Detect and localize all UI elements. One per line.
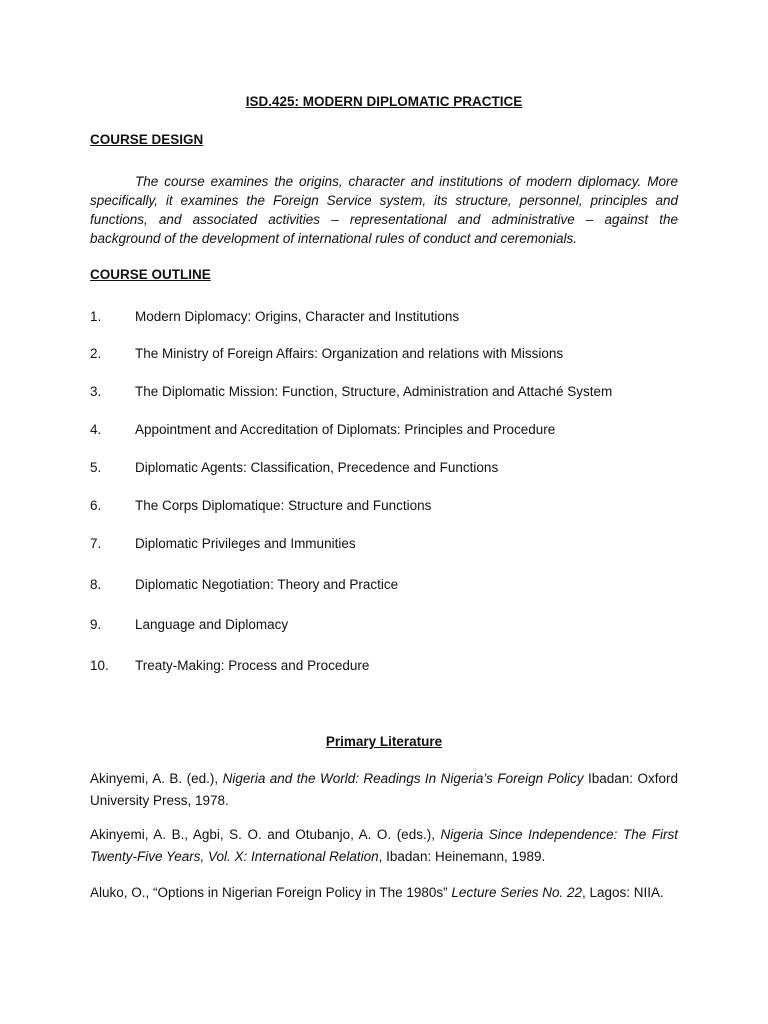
outline-item-number: 1. — [90, 309, 102, 324]
reference-publisher: , Ibadan: Heinemann, 1989. — [378, 849, 546, 864]
outline-item-text: Appointment and Accreditation of Diplomats: Principles and Procedure — [135, 422, 556, 437]
reference-entry — [90, 824, 678, 868]
course-design-heading: COURSE DESIGN — [90, 132, 204, 147]
reference-author: Aluko, O., “Options in Nigerian Foreign Policy in The 1980s” — [90, 885, 452, 900]
course-design-body: The course examines the origins, character and institutions of modern diplomacy. More specifically, it examines the Foreign Service system, its structure, personnel, principles and functions, and associated activities – representational and administrative – against the background of the development of international rules of conduct and ceremonials. — [90, 174, 678, 246]
outline-item-number: 5. — [90, 460, 102, 475]
reference-title: Nigeria Since Independence: The First Twenty-Five Years, Vol. X: International Relation — [90, 827, 678, 864]
outline-item-text: Treaty-Making: Process and Procedure — [135, 658, 370, 673]
reference-entry — [90, 768, 678, 812]
outline-item-number: 7. — [90, 536, 102, 551]
outline-item-text: Diplomatic Privileges and Immunities — [135, 536, 356, 551]
outline-item-text: Modern Diplomacy: Origins, Character and Institutions — [135, 309, 460, 324]
primary-literature-heading: Primary Literature — [325, 734, 443, 749]
outline-item-text: The Diplomatic Mission: Function, Structure, Administration and Attaché System — [135, 384, 613, 399]
outline-item-number: 9. — [90, 617, 102, 632]
outline-item-number: 4. — [90, 422, 102, 437]
outline-item-text: Diplomatic Negotiation: Theory and Practice — [135, 577, 399, 592]
document-title: ISD.425: MODERN DIPLOMATIC PRACTICE — [245, 94, 523, 109]
reference-publisher: , Lagos: NIIA. — [582, 885, 664, 900]
reference-title: Nigeria and the World: Readings In Nigeria’s Foreign Policy — [222, 771, 584, 786]
outline-item-number: 8. — [90, 577, 102, 592]
outline-item-number: 10. — [90, 658, 109, 673]
reference-entry — [90, 882, 678, 904]
course-outline-heading: COURSE OUTLINE — [90, 267, 211, 282]
reference-author: Akinyemi, A. B. (ed.), — [90, 771, 223, 786]
outline-item-number: 2. — [90, 346, 102, 361]
outline-item-number: 6. — [90, 498, 102, 513]
reference-publisher: Ibadan: Oxford University Press, 1978. — [90, 771, 678, 808]
outline-item-number: 3. — [90, 384, 102, 399]
reference-title: Lecture Series No. 22 — [451, 885, 582, 900]
outline-item-text: The Ministry of Foreign Affairs: Organization and relations with Missions — [135, 346, 564, 361]
outline-item-text: Diplomatic Agents: Classification, Precedence and Functions — [135, 460, 499, 475]
reference-author: Akinyemi, A. B., Agbi, S. O. and Otubanjo, A. O. (eds.), — [90, 827, 441, 842]
outline-item-text: Language and Diplomacy — [135, 617, 289, 632]
outline-item-text: The Corps Diplomatique: Structure and Functions — [135, 498, 432, 513]
